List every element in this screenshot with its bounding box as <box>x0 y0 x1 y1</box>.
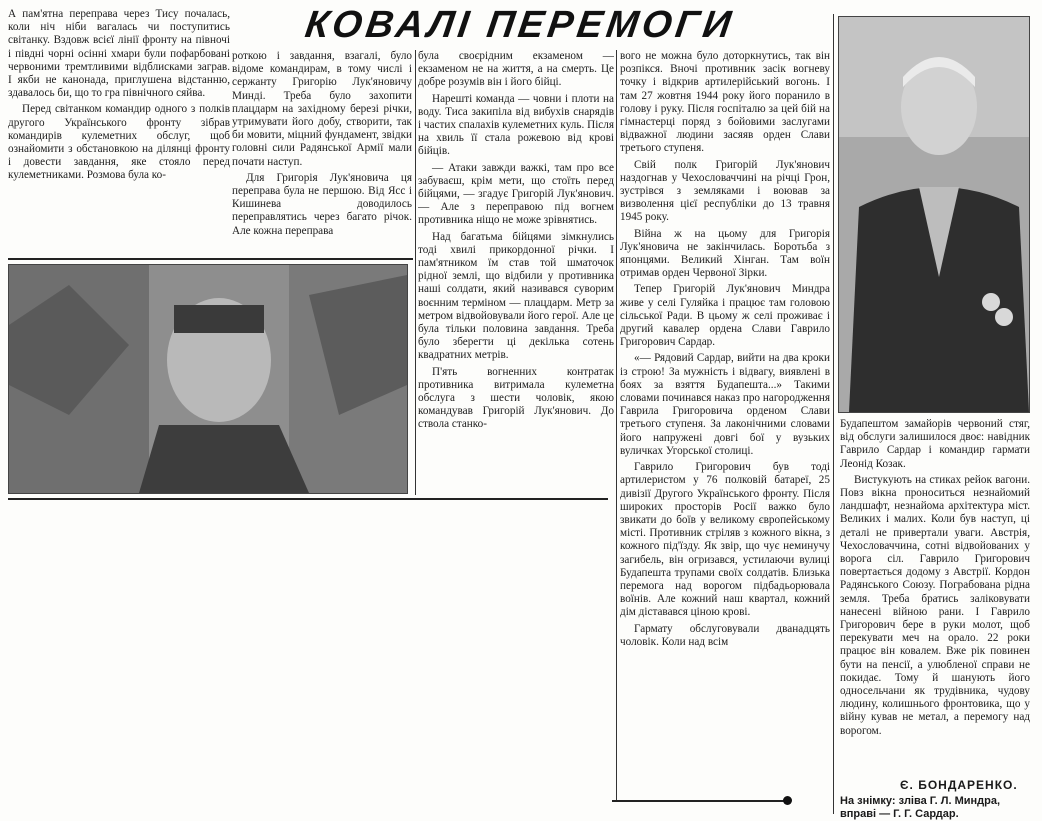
paragraph: Нарешті команда — човни і плоти на воду. Тиса закипіла від вибухів снарядів і частих спалахів кулеметних куль. Після на хвиль її стала рожевою від крові бійців. <box>418 92 614 158</box>
photo-sardar <box>838 16 1030 413</box>
paragraph: Над багатьма бійцями зімкнулись тоді хвилі прикордонної річки. І пам'ятником їм став той шматочок рідної землі, що відбили у противника наші солдати, який називався суворим воєнним терміном — плацдарм. Метр за метром відвойовували його герої. Але це була тільки половина завдання. Треба було зберегти ці декілька сотень квадратних метрів. <box>418 230 614 362</box>
column-divider <box>616 50 617 800</box>
article-column-1 <box>8 8 230 258</box>
article-column-2 <box>232 50 412 258</box>
paragraph: Гаврило Григорович був тоді артилеристом у 76 полковій батареї, 25 дивізії Другого Українського фронту. Після широких просторів Росії важко було звикати до боїв у великому європейському місті. Противник стріляв з кожного вікна, з кожного під'їзду. Як звір, що чує неминучу загибель, він огризався, устилаючи вулиці Будапешта трупами своїх солдатів. Близька перемога над ворогом підбадьорювала воїнів. Але кожний наш квартал, кожний дім діставався ціною крові. <box>620 461 830 619</box>
paragraph: — Атаки завжди важкі, там про все забуваєш, крім мети, що стоїть перед бійцями, — згадує Григорій Лук'янович. — Але з переправою під вогнем противника ніщо не може зрівнятись. <box>418 161 614 227</box>
column-divider <box>833 14 834 814</box>
paragraph: вого не можна було доторкнутись, так він розпікся. Вночі противник засік вогневу точку і відкрив артилерійський вогонь. І там 27 жовтня 1944 року його поранило в голову і руку. Після госпіталю за цей бій на гімнастерці поряд з бойовими заслугами відважної людини засяяв орден Слави третього ступеня. <box>620 50 830 155</box>
photo-mindra <box>8 264 408 494</box>
article-column-4 <box>620 50 830 792</box>
author-signature: Є. БОНДАРЕНКО. <box>900 778 1018 792</box>
end-mark-icon <box>783 796 792 805</box>
paragraph: Війна ж на цьому для Григорія Лук'яновича не закінчилась. Боротьба з японцями. Великий Хінган. Там воїн отримав орден Червоної Зірки. <box>620 227 830 280</box>
paragraph: Свій полк Григорій Лук'янович наздогнав у Чехословаччині на річці Грон, зустрівся з земляками і воював за визволення цієї республіки до 13 травня 1945 року. <box>620 158 830 224</box>
article-column-3 <box>418 50 614 500</box>
paragraph: була своєрідним екзаменом — екзаменом не на життя, а на смерть. Це добре розумів він і його бійці. <box>418 50 614 89</box>
article-column-5 <box>840 418 1030 780</box>
paragraph: П'ять вогненних контратак противника витримала кулеметна обслуга з шести чоловік, якою командував Григорій Лук'янович. До ствола станко- <box>418 365 614 431</box>
paragraph: Для Григорія Лук'яновича ця переправа була не першою. Від Ясс і Кишинева доводилось переправлятись через багато річок. Але кожна переправа <box>232 171 412 237</box>
horizontal-rule <box>612 800 787 802</box>
headline: КОВАЛІ ПЕРЕМОГИ <box>302 4 738 46</box>
paragraph: Будапештом замайорів червоний стяг, від обслуги залишилося двоє: навідник Гаврило Сардар і командир гармати Леонід Козак. <box>840 418 1030 470</box>
paragraph: роткою і завдання, взагалі, було відоме командирам, в тому числі і сержанту Григорію Лук'яновичу Минді. Треба було захопити плацдарм на західному березі річки, утримувати його добу, створити, так би мовити, міцний фундамент, звідки головні сили Радянської Армії мали почати наступ. <box>232 50 412 168</box>
photo-caption: На знімку: зліва Г. Л. Миндра, вправі — Г. Г. Сардар. <box>840 795 1001 820</box>
paragraph: Тепер Григорій Лук'янович Миндра живе у селі Гуляйка і працює там головою сільської Ради. В цьому ж селі проживає і другий кавалер ордена Слави Гаврило Григорович Сардар. <box>620 283 830 349</box>
column-divider <box>415 50 416 495</box>
paragraph: А пам'ятна переправа через Тису почалась, коли ніч ніби вагалась чи поступитись світанку. Вздовж всієї лінії фронту на півночі і півдні чорні осінні хмари були пофарбовані червоними тремтливими відблисками заграв. І якби не канонада, приглушена відстанню, здавалось би, що то гра північного сяйва. <box>8 8 230 100</box>
horizontal-rule <box>8 258 413 260</box>
paragraph: «— Рядовий Сардар, вийти на два кроки із строю! За мужність і відвагу, виявлені в боях за взяття Будапешта...» Такими словами починався наказ про нагородження Гаврила Григоровича орденом Слави третього ступеня. За лаконічними словами його напружені довгі бої у вузьких вуличках Угорської столиці. <box>620 352 830 457</box>
paragraph: Перед світанком командир одного з полків другого Українського фронту зібрав командирів кулеметних обслуг, щоб ознайомити з обстановкою на ділянці фронту і довести завдання, яке стояло перед кулеметниками. Розмова була ко- <box>8 103 230 182</box>
paragraph: Гармату обслуговували дванадцять чоловік. Коли над всім <box>620 622 830 648</box>
paragraph: Вистукують на стиках рейок вагони. Повз вікна проноситься незнайомий ландшафт, незнайома архітектура міст. Великих і малих. Коли був наступ, ці деталі не привертали уваги. Австрія, Чехословаччина, сотні відвойованих у ворога сіл. Гаврило Григорович повертається додому з Австрії. Кордон Радянського Союзу. Пограбована рідна земля. Треба братись заліковувати нанесені війною рани. І Гаврило Григорович бере в руки молот, щоб перекувати меч на орало. 22 роки працює він ковалем. Вже рік повинен бути на пенсії, а улюбленої справи не покидає. Тому й шанують його односельчани як трудівника, чудову людину, колишнього фронтовика, що у війну кував не метал, а перемогу над ворогом. <box>840 473 1030 737</box>
